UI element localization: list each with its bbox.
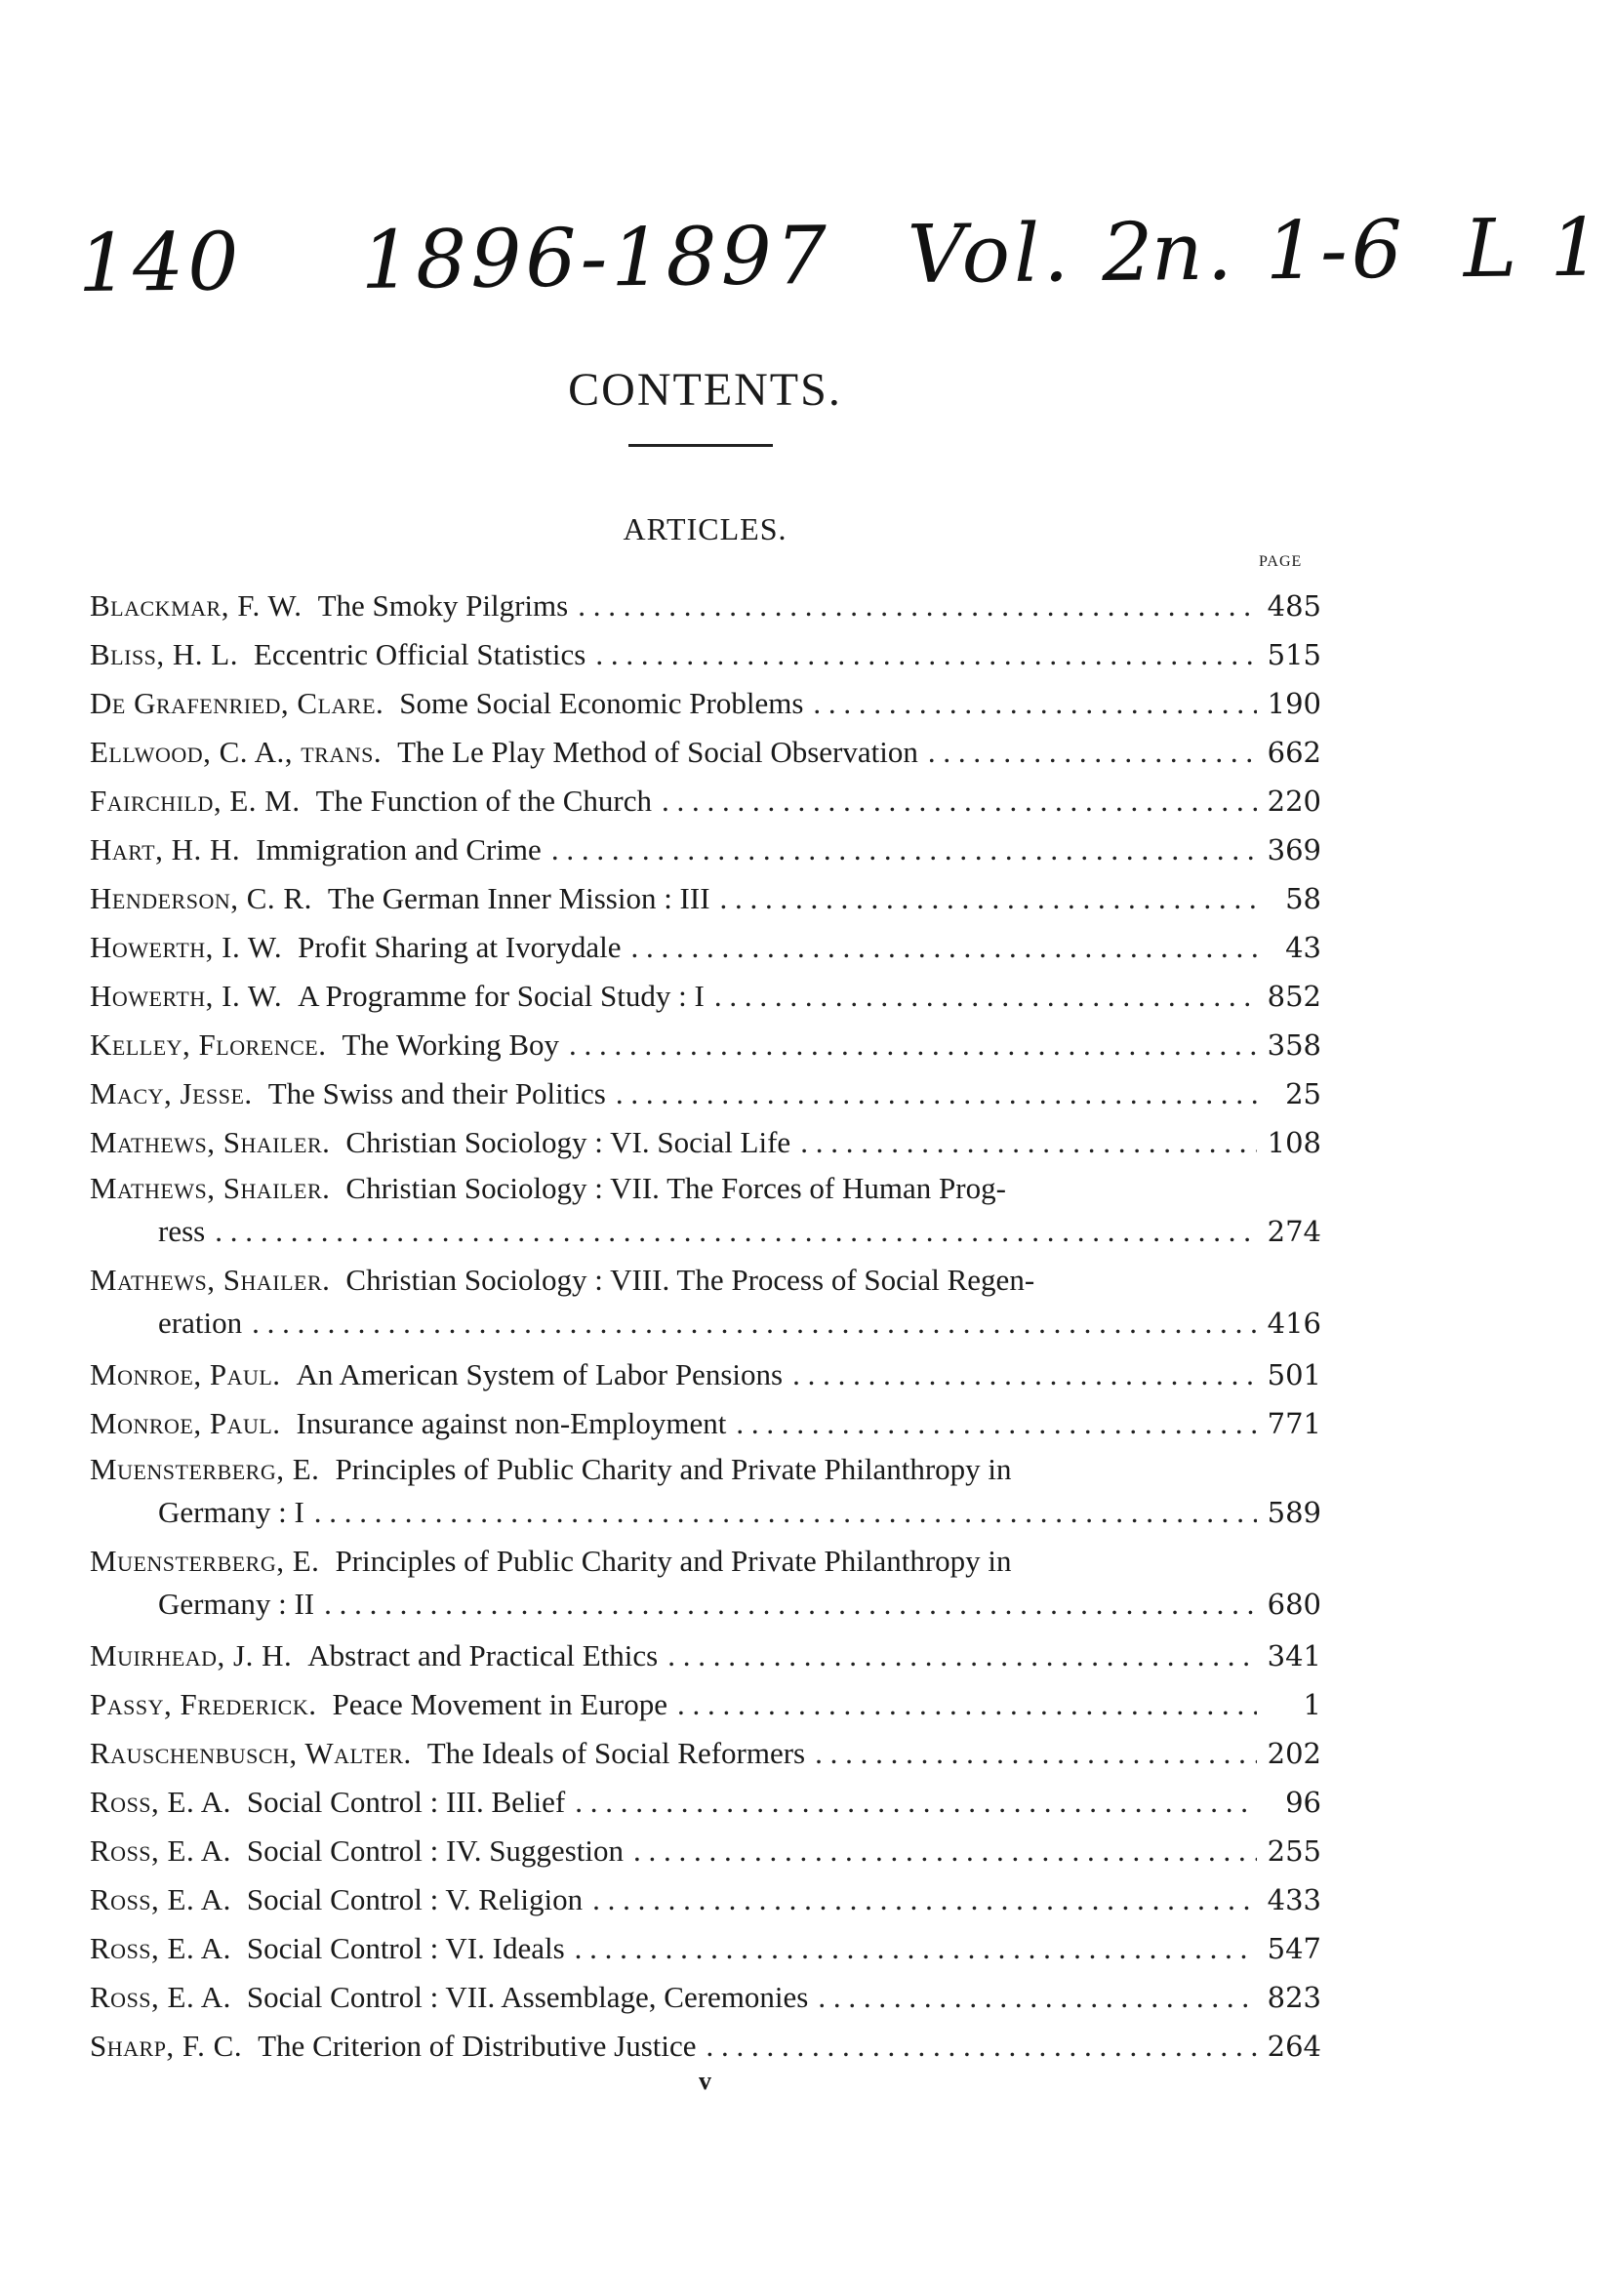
toc-entry xyxy=(90,1680,1321,1729)
entry-title: Social Control : IV. Suggestion xyxy=(246,1833,624,1868)
leader-dots xyxy=(714,972,1257,1021)
leader-dots xyxy=(677,1680,1257,1729)
leader-dots xyxy=(662,777,1257,826)
toc-entry xyxy=(90,1973,1321,2022)
toc-entry xyxy=(90,972,1321,1021)
handwritten-number: 140 xyxy=(77,216,243,310)
leader-dots xyxy=(800,1118,1257,1167)
entry-author: Ross, E. A. xyxy=(90,1882,231,1916)
entry-page-number: 589 xyxy=(1267,1496,1321,1529)
toc-entry xyxy=(90,1069,1321,1118)
toc-entry xyxy=(90,2022,1321,2071)
leader-dots xyxy=(631,923,1257,972)
entry-title-continuation: Germany : II xyxy=(158,1587,315,1621)
entry-page-number: 341 xyxy=(1267,1639,1321,1672)
entry-author: Blackmar, F. W. xyxy=(90,588,303,623)
entry-author: Kelley, Florence. xyxy=(90,1027,327,1062)
entry-author: Ross, E. A. xyxy=(90,1833,231,1868)
entry-page-number: 485 xyxy=(1267,589,1321,623)
toc-entry xyxy=(90,630,1321,679)
section-heading: ARTICLES. xyxy=(623,511,787,546)
handwritten-issues: n. 1-6 xyxy=(1151,203,1407,300)
entry-page-number: 220 xyxy=(1267,785,1321,818)
entry-author: Macy, Jesse. xyxy=(90,1076,253,1110)
entry-author: Muensterberg, E. xyxy=(90,1452,320,1486)
handwritten-call-number xyxy=(38,201,1606,336)
entry-page-number: 771 xyxy=(1267,1407,1321,1440)
entry-title: The Ideals of Social Reformers xyxy=(426,1736,806,1770)
entry-author: Muensterberg, E. xyxy=(90,1544,320,1578)
entry-page-number: 501 xyxy=(1267,1358,1321,1391)
entry-title: Some Social Economic Problems xyxy=(399,686,804,720)
entry-title: The German Inner Mission : III xyxy=(327,881,710,915)
entry-author: Ross, E. A. xyxy=(90,1931,231,1965)
leader-dots xyxy=(818,1973,1257,2022)
entry-title: Social Control : III. Belief xyxy=(246,1785,566,1819)
entry-title: Profit Sharing at Ivorydale xyxy=(298,930,622,964)
entry-title: A Programme for Social Study : I xyxy=(298,979,705,1013)
entry-title: Insurance against non-Employment xyxy=(296,1406,727,1440)
toc-entry xyxy=(90,1167,1321,1253)
leader-dots xyxy=(928,728,1257,777)
toc-entry xyxy=(90,826,1321,874)
leader-dots xyxy=(720,874,1257,923)
entry-title: Christian Sociology : VII. The Forces of Human Prog- xyxy=(345,1171,1006,1205)
entry-page-number: 358 xyxy=(1267,1028,1321,1062)
page-column-label: PAGE xyxy=(1259,553,1303,570)
leader-dots xyxy=(575,1924,1257,1973)
entry-author: Bliss, H. L. xyxy=(90,637,238,671)
entry-page-number: 25 xyxy=(1285,1077,1321,1110)
handwritten-mark: L 1 xyxy=(1463,201,1606,297)
entry-title: Principles of Public Charity and Private Philanthropy in xyxy=(335,1452,1012,1486)
entry-author: Ross, E. A. xyxy=(90,1785,231,1819)
table-of-contents xyxy=(90,582,1321,2071)
entry-page-number: 515 xyxy=(1267,638,1321,671)
entry-author: Howerth, I. W. xyxy=(90,930,283,964)
entry-title: The Swiss and their Politics xyxy=(267,1076,606,1110)
entry-title: The Working Boy xyxy=(342,1027,559,1062)
entry-page-number: 202 xyxy=(1267,1737,1321,1770)
entry-author: Muirhead, J. H. xyxy=(90,1638,293,1672)
toc-entry xyxy=(90,679,1321,728)
entry-page-number: 96 xyxy=(1285,1786,1321,1819)
entry-title: Principles of Public Charity and Private Philanthropy in xyxy=(335,1544,1012,1578)
toc-entry xyxy=(90,582,1321,630)
entry-page-number: 852 xyxy=(1267,980,1321,1013)
entry-page-number: 680 xyxy=(1267,1588,1321,1621)
entry-author: Fairchild, E. M. xyxy=(90,784,301,818)
title-rule xyxy=(628,444,773,447)
leader-dots xyxy=(736,1399,1257,1448)
entry-page-number: 369 xyxy=(1267,833,1321,866)
entry-page-number: 190 xyxy=(1267,687,1321,720)
leader-dots xyxy=(595,630,1257,679)
leader-dots xyxy=(324,1583,1257,1626)
entry-title: Peace Movement in Europe xyxy=(332,1687,667,1721)
toc-entry xyxy=(90,728,1321,777)
entry-title: Social Control : V. Religion xyxy=(246,1882,584,1916)
entry-author: Mathews, Shailer. xyxy=(90,1171,331,1205)
entry-author: Monroe, Paul. xyxy=(90,1406,281,1440)
entry-author: Passy, Frederick. xyxy=(90,1687,317,1721)
toc-entry xyxy=(90,1875,1321,1924)
entry-page-number: 823 xyxy=(1267,1981,1321,2014)
toc-entry xyxy=(90,1021,1321,1069)
entry-author: Ross, E. A. xyxy=(90,1980,231,2014)
entry-title: Immigration and Crime xyxy=(256,832,542,866)
toc-entry xyxy=(90,1827,1321,1875)
toc-entry xyxy=(90,1778,1321,1827)
entry-title: The Smoky Pilgrims xyxy=(317,588,569,623)
entry-author: Henderson, C. R. xyxy=(90,881,312,915)
leader-dots xyxy=(592,1875,1257,1924)
toc-entry xyxy=(90,1259,1321,1345)
toc-entry xyxy=(90,1631,1321,1680)
toc-entry xyxy=(90,1924,1321,1973)
handwritten-years: 1896-1897 xyxy=(360,209,831,307)
entry-page-number: 547 xyxy=(1267,1932,1321,1965)
entry-page-number: 662 xyxy=(1267,736,1321,769)
leader-dots xyxy=(616,1069,1257,1118)
leader-dots xyxy=(633,1827,1257,1875)
entry-author: Hart, H. H. xyxy=(90,832,241,866)
entry-title: Christian Sociology : VI. Social Life xyxy=(345,1125,791,1159)
entry-title: The Criterion of Distributive Justice xyxy=(258,2029,697,2063)
toc-entry xyxy=(90,874,1321,923)
leader-dots xyxy=(707,2022,1257,2071)
entry-title: Christian Sociology : VIII. The Process of Social Regen- xyxy=(345,1263,1035,1297)
leader-dots xyxy=(813,679,1257,728)
toc-entry xyxy=(90,1729,1321,1778)
toc-entry xyxy=(90,1399,1321,1448)
toc-entry xyxy=(90,1448,1321,1534)
entry-page-number: 255 xyxy=(1267,1834,1321,1868)
entry-author: Mathews, Shailer. xyxy=(90,1125,331,1159)
entry-title-continuation: ress xyxy=(158,1214,206,1248)
toc-entry xyxy=(90,1540,1321,1626)
page-title: CONTENTS. xyxy=(568,364,842,416)
page-folio: v xyxy=(699,2067,711,2095)
leader-dots xyxy=(667,1631,1257,1680)
leader-dots xyxy=(551,826,1257,874)
entry-page-number: 108 xyxy=(1267,1126,1321,1159)
entry-title: Social Control : VI. Ideals xyxy=(246,1931,565,1965)
entry-page-number: 416 xyxy=(1267,1307,1321,1340)
leader-dots xyxy=(569,1021,1257,1069)
entry-title: An American System of Labor Pensions xyxy=(296,1357,784,1391)
leader-dots xyxy=(252,1302,1257,1345)
entry-page-number: 433 xyxy=(1267,1883,1321,1916)
entry-author: Sharp, F. C. xyxy=(90,2029,243,2063)
leader-dots xyxy=(215,1210,1257,1253)
leader-dots xyxy=(314,1491,1257,1534)
entry-author: De Grafenried, Clare. xyxy=(90,686,384,720)
toc-entry xyxy=(90,1350,1321,1399)
leader-dots xyxy=(575,1778,1257,1827)
entry-author: Monroe, Paul. xyxy=(90,1357,281,1391)
entry-title: Abstract and Practical Ethics xyxy=(307,1638,659,1672)
toc-entry xyxy=(90,923,1321,972)
entry-title: Eccentric Official Statistics xyxy=(254,637,586,671)
entry-title: The Le Play Method of Social Observation xyxy=(397,735,918,769)
entry-page-number: 264 xyxy=(1267,2030,1321,2063)
handwritten-volume: Vol. 2 xyxy=(907,206,1157,302)
toc-entry xyxy=(90,1118,1321,1167)
leader-dots xyxy=(792,1350,1257,1399)
toc-entry xyxy=(90,777,1321,826)
entry-title: The Function of the Church xyxy=(315,784,652,818)
entry-author: Rauschenbusch, Walter. xyxy=(90,1736,412,1770)
entry-page-number: 43 xyxy=(1285,931,1321,964)
entry-page-number: 58 xyxy=(1285,882,1321,915)
entry-page-number: 1 xyxy=(1303,1688,1321,1721)
entry-page-number: 274 xyxy=(1267,1215,1321,1248)
entry-title-continuation: Germany : I xyxy=(158,1495,304,1529)
leader-dots xyxy=(578,582,1257,630)
entry-author: Mathews, Shailer. xyxy=(90,1263,331,1297)
entry-author: Howerth, I. W. xyxy=(90,979,283,1013)
entry-title: Social Control : VII. Assemblage, Ceremonies xyxy=(246,1980,809,2014)
entry-author: Ellwood, C. A., trans. xyxy=(90,735,383,769)
entry-title-continuation: eration xyxy=(158,1306,243,1340)
leader-dots xyxy=(815,1729,1257,1778)
